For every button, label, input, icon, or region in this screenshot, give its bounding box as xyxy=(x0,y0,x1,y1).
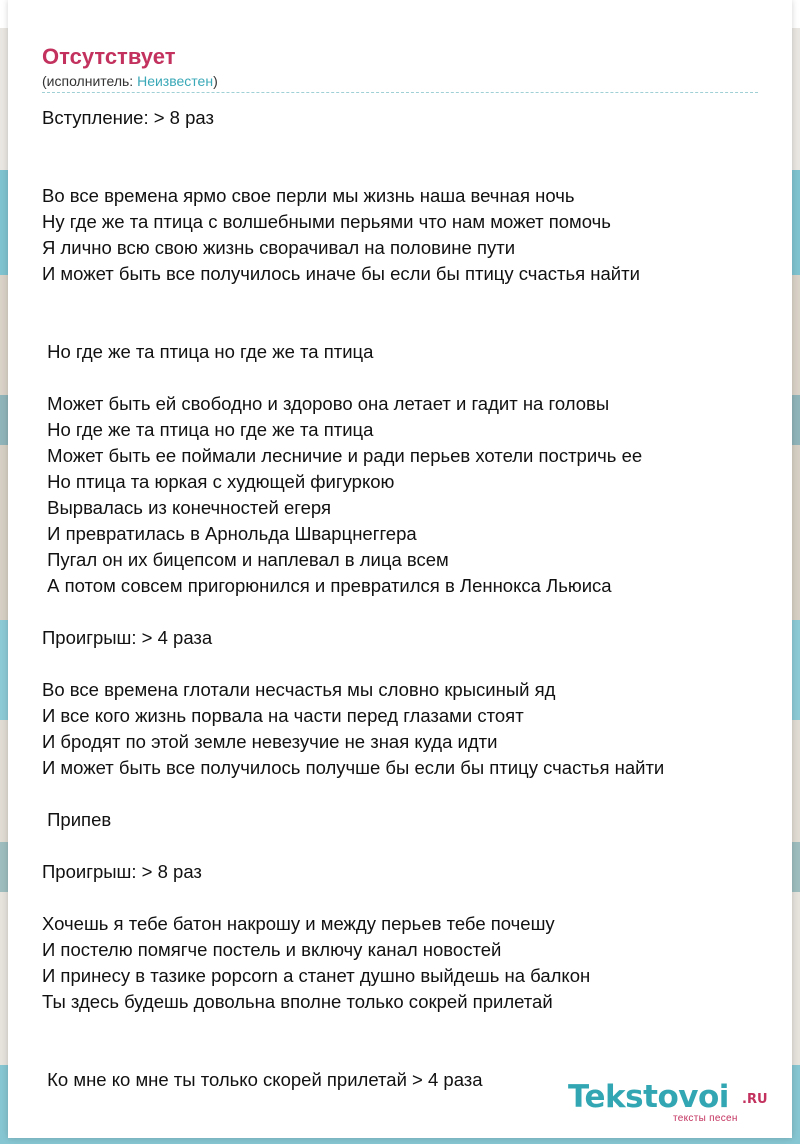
lyric-line: И бродят по этой земле невезучие не зная куда идти xyxy=(42,731,498,752)
lyric-line xyxy=(42,651,762,677)
lyric-line: Ты здесь будешь довольна вполне только сокрей прилетай xyxy=(42,991,553,1012)
lyric-line: Но где же та птица но где же та птица xyxy=(42,419,374,440)
lyric-line xyxy=(42,833,762,859)
lyric-line: Вступление: > 8 раз xyxy=(42,107,214,128)
lyric-line xyxy=(42,1041,762,1067)
logo-wordmark: Tekstovoi xyxy=(568,1079,729,1115)
lyric-line: И принесу в тазике popcorn а станет душно выйдешь на балкон xyxy=(42,965,591,986)
lyric-line: Но где же та птица но где же та птица xyxy=(42,341,374,362)
lyric-line: Может быть ей свободно и здорово она летает и гадит на головы xyxy=(42,393,610,414)
lyric-line: Во все времена ярмо свое перли мы жизнь наша вечная ночь xyxy=(42,185,575,206)
lyrics-body xyxy=(42,105,762,1093)
lyric-line: Припев xyxy=(42,809,112,830)
lyric-line: Ну где же та птица с волшебными перьями что нам может помочь xyxy=(42,211,611,232)
lyric-line: Проигрыш: > 4 раза xyxy=(42,627,213,648)
lyric-line xyxy=(42,781,762,807)
lyric-line xyxy=(42,131,762,157)
lyric-line: Вырвалась из конечностей егеря xyxy=(42,497,331,518)
lyric-line: И может быть все получилось получше бы если бы птицу счастья найти xyxy=(42,757,665,778)
song-header xyxy=(42,44,758,90)
artist-link[interactable]: Неизвестен xyxy=(137,73,214,89)
lyric-line xyxy=(42,287,762,313)
lyric-line xyxy=(42,1015,762,1041)
logo-tld: .RU xyxy=(742,1092,768,1107)
lyric-line: И все кого жизнь порвала на части перед глазами стоят xyxy=(42,705,524,726)
lyric-line xyxy=(42,157,762,183)
lyric-line: Проигрыш: > 8 раз xyxy=(42,861,202,882)
lyric-line: И может быть все получилось иначе бы если бы птицу счастья найти xyxy=(42,263,640,284)
lyric-line xyxy=(42,885,762,911)
logo-tagline: тексты песен xyxy=(673,1113,738,1124)
artist-byline xyxy=(42,72,758,90)
lyric-line: И превратилась в Арнольда Шварцнеггера xyxy=(42,523,417,544)
lyric-line xyxy=(42,313,762,339)
byline-prefix: (исполнитель: xyxy=(42,73,138,89)
lyric-line: И постелю помягче постель и включу канал новостей xyxy=(42,939,502,960)
lyric-line: Хочешь я тебе батон накрошу и между перьев тебе почешу xyxy=(42,913,555,934)
lyric-line: Во все времена глотали несчастья мы словно крысиный яд xyxy=(42,679,556,700)
lyric-line: Но птица та юркая с худющей фигуркою xyxy=(42,471,395,492)
lyric-line: Я лично всю свою жизнь сворачивал на половине пути xyxy=(42,237,516,258)
lyric-line: А потом совсем пригорюнился и превратился в Леннокса Льюиса xyxy=(42,575,612,596)
song-title: Отсутствует xyxy=(42,44,176,69)
lyric-line: Пугал он их бицепсом и наплевал в лица всем xyxy=(42,549,449,570)
lyric-line xyxy=(42,599,762,625)
byline-suffix: ) xyxy=(213,73,218,89)
site-logo[interactable] xyxy=(568,1078,778,1124)
lyric-line xyxy=(42,365,762,391)
lyric-line: Ко мне ко мне ты только скорей прилетай > 4 раза xyxy=(42,1069,483,1090)
header-divider xyxy=(42,92,758,93)
lyric-line: Может быть ее поймали лесничие и ради перьев хотели постричь ее xyxy=(42,445,643,466)
